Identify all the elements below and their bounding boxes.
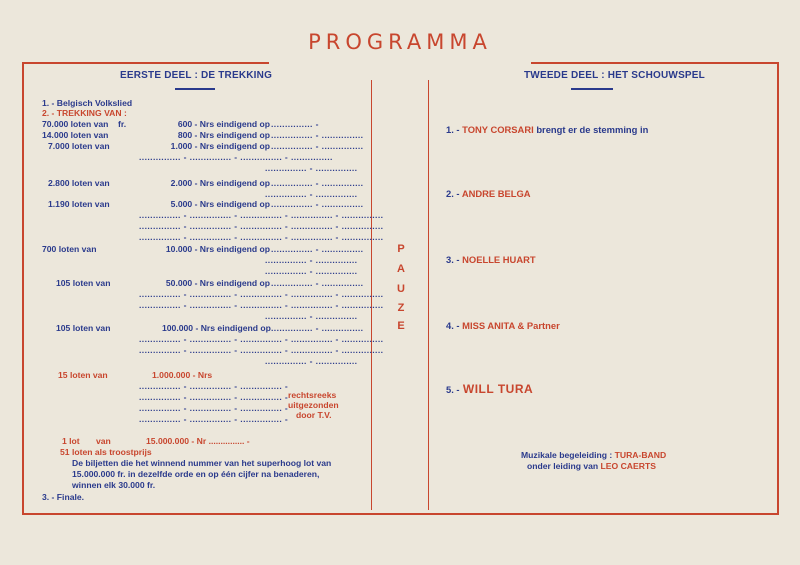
consolation-line-2: 15.000.000 fr. in dezelfde orde en op één cijfer na benaderen, bbox=[72, 469, 320, 479]
row-amount: 800 - Nrs eindigend op bbox=[177, 130, 270, 140]
big-count: 15 loten van bbox=[58, 370, 108, 380]
act-5 bbox=[446, 382, 533, 396]
music-label: Muzikale begeleiding : bbox=[521, 450, 613, 460]
frame-left bbox=[22, 62, 24, 514]
row-dots: ............... - ............... - ............... - ............... - ............... bbox=[139, 300, 384, 310]
consolation-title: 51 loten als troostprijs bbox=[60, 447, 152, 457]
pause-letter-u: U bbox=[397, 283, 405, 295]
row-dots: ............... - ............... bbox=[265, 163, 358, 173]
act-1 bbox=[446, 124, 648, 135]
music-line-2 bbox=[527, 461, 656, 471]
act-4-name: MISS ANITA bbox=[462, 320, 515, 331]
pause-letter-a: A bbox=[397, 263, 405, 275]
pause-letter-p: P bbox=[397, 243, 405, 255]
row-count: 1.190 loten van bbox=[48, 199, 110, 209]
row-dots: ............... - ............... bbox=[265, 311, 358, 321]
act-1-name: TONY CORSARI bbox=[462, 124, 534, 135]
one-lot-van: van bbox=[96, 436, 111, 446]
row-count: 105 loten van bbox=[56, 278, 111, 288]
left-heading-underline bbox=[175, 88, 215, 90]
row-amount: 100.000 - Nrs eindigend op bbox=[162, 323, 271, 333]
row-dots: ............... - ............... - ............... - ............... bbox=[139, 152, 333, 162]
row-dots: ............... - ............... bbox=[271, 130, 364, 140]
big-dots-1: ............... - ............... - ............... - bbox=[139, 381, 289, 391]
right-heading-underline bbox=[571, 88, 613, 90]
leader-name: LEO CAERTS bbox=[600, 461, 656, 471]
row-currency: fr. bbox=[118, 119, 127, 129]
act-2-num: 2. - bbox=[446, 188, 460, 199]
row-dots: ............... - ............... bbox=[271, 323, 364, 333]
one-lot-count: 1 lot bbox=[62, 436, 80, 446]
row-amount: 2.000 - Nrs eindigend op bbox=[170, 178, 270, 188]
tv-note-1: rechtsreeks bbox=[288, 390, 337, 400]
row-dots: ............... - ............... bbox=[271, 178, 364, 188]
row-dots: ............... - ............... bbox=[271, 278, 364, 288]
row-dots: ............... - ............... - ............... - ............... - ............... bbox=[139, 210, 384, 220]
act-5-name: WILL TURA bbox=[462, 382, 534, 396]
one-lot-amount: 15.000.000 - Nr ............... - bbox=[146, 436, 250, 446]
frame-top-right bbox=[531, 62, 779, 64]
big-dots-2: ............... - ............... - ............... - bbox=[139, 392, 289, 402]
row-amount: 10.000 - Nrs eindigend op bbox=[165, 244, 270, 254]
pause-letter-e: E bbox=[397, 320, 405, 332]
row-dots: ............... - ............... - ............... - ............... - ............... bbox=[139, 289, 384, 299]
row-dots: ............... - ............... bbox=[265, 266, 358, 276]
act-1-num: 1. - bbox=[446, 124, 460, 135]
row-dots: ............... - ............... bbox=[271, 244, 364, 254]
act-3 bbox=[446, 254, 536, 265]
row-count: 105 loten van bbox=[56, 323, 111, 333]
row-dots: ............... - ............... bbox=[265, 255, 358, 265]
act-2-name: ANDRE BELGA bbox=[461, 188, 531, 199]
row-count: 70.000 loten van bbox=[42, 119, 109, 129]
consolation-line-3: winnen elk 30.000 fr. bbox=[72, 480, 156, 490]
left-heading: EERSTE DEEL : DE TREKKING bbox=[120, 70, 273, 81]
row-count: 700 loten van bbox=[42, 244, 97, 254]
row-dots: ............... - ............... bbox=[271, 141, 364, 151]
row-dots: ............... - ............... bbox=[271, 199, 364, 209]
page-title: PROGRAMMA bbox=[308, 30, 492, 54]
tv-note-2: uitgezonden bbox=[288, 400, 339, 410]
row-dots: ............... - ............... - ............... - ............... - ............... bbox=[139, 232, 384, 242]
big-dots-3: ............... - ............... - ............... - bbox=[139, 403, 289, 413]
act-4 bbox=[446, 320, 560, 331]
act-5-num: 5. - bbox=[446, 384, 460, 395]
row-count: 7.000 loten van bbox=[48, 141, 110, 151]
act-1-rest: brengt er de stemming in bbox=[536, 124, 649, 135]
frame-right bbox=[777, 62, 779, 514]
item-anthem: 1. - Belgisch Volkslied bbox=[42, 98, 133, 108]
big-dots-4: ............... - ............... - ............... - bbox=[139, 414, 289, 424]
row-count: 14.000 loten van bbox=[42, 130, 109, 140]
divider-right bbox=[428, 80, 429, 510]
row-dots: ............... - ............... - ............... - ............... - ............... bbox=[139, 334, 384, 344]
row-dots: ............... - ............... bbox=[265, 356, 358, 366]
row-amount: 5.000 - Nrs eindigend op bbox=[170, 199, 270, 209]
item-finale: 3. - Finale. bbox=[42, 492, 85, 502]
item-draw: 2. - TREKKING VAN : bbox=[42, 108, 127, 118]
tv-note-3: door T.V. bbox=[296, 410, 332, 420]
row-amount: 600 - Nrs eindigend op bbox=[177, 119, 270, 129]
frame-bottom bbox=[22, 513, 779, 515]
leader-label: onder leiding van bbox=[527, 461, 599, 471]
act-4-rest: & Partner bbox=[517, 320, 560, 331]
row-amount: 1.000 - Nrs eindigend op bbox=[170, 141, 270, 151]
music-line-1 bbox=[521, 450, 666, 460]
row-count: 2.800 loten van bbox=[48, 178, 110, 188]
act-3-num: 3. - bbox=[446, 254, 460, 265]
consolation-line-1: De biljetten die het winnend nummer van het superhoog lot van bbox=[72, 458, 332, 468]
row-amount: 50.000 - Nrs eindigend op bbox=[165, 278, 270, 288]
row-dots: ............... - bbox=[271, 119, 319, 129]
act-2 bbox=[446, 188, 531, 199]
frame-top-left bbox=[22, 62, 269, 64]
act-3-name: NOELLE HUART bbox=[462, 254, 536, 265]
band-name: TURA-BAND bbox=[614, 450, 667, 460]
row-dots: ............... - ............... bbox=[265, 189, 358, 199]
pause-letter-z: Z bbox=[397, 302, 405, 314]
row-dots: ............... - ............... - ............... - ............... - ............... bbox=[139, 345, 384, 355]
act-4-num: 4. - bbox=[446, 320, 460, 331]
big-amount: 1.000.000 - Nrs bbox=[152, 370, 213, 380]
right-heading: TWEEDE DEEL : HET SCHOUWSPEL bbox=[524, 70, 705, 81]
row-dots: ............... - ............... - ............... - ............... - ............... bbox=[139, 221, 384, 231]
